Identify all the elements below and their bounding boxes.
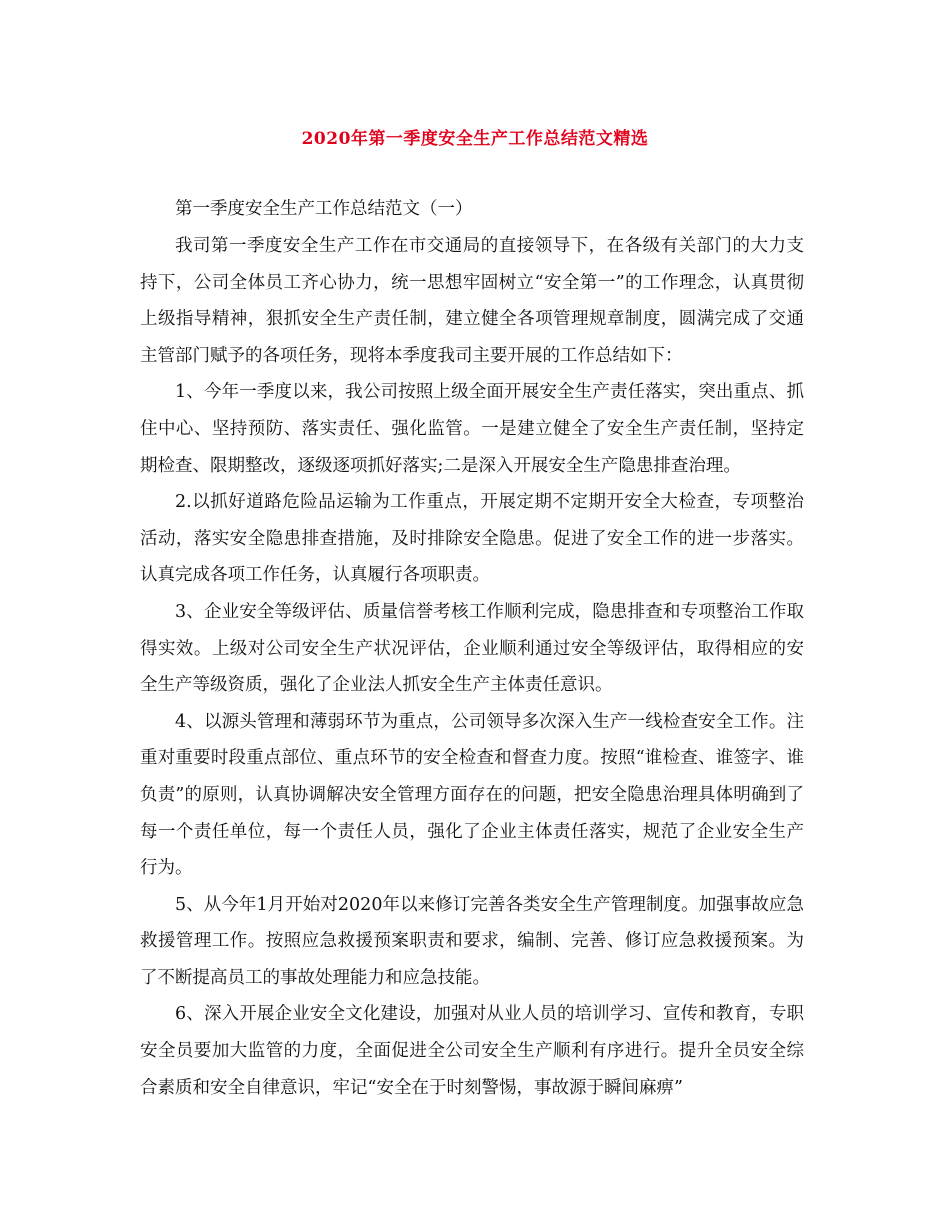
paragraph-item-4: 4、以源头管理和薄弱环节为重点，公司领导多次深入生产一线检查安全工作。注重对重要时段重点部位、重点环节的安全检查和督查力度。按照“谁检查、谁签字、谁负责”的原则，认真协调解决安全管理方面存在的问题，把安全隐患治理具体明确到了每一个责任单位，每一个责任人员，强化了企业主体责任落实，规范了企业安全生产行为。 <box>140 711 804 879</box>
section-heading: 第一季度安全生产工作总结范文（一） <box>175 199 473 219</box>
paragraph-item-3: 3、企业安全等级评估、质量信誉考核工作顺利完成，隐患排查和专项整治工作取得实效。上级对公司安全生产状况评估，企业顺利通过安全等级评估，取得相应的安全生产等级资质，强化了企业法人抓安全生产主体责任意识。 <box>140 601 804 696</box>
paragraph-item-5: 5、从今年1月开始对2020年以来修订完善各类安全生产管理制度。加强事故应急救援管理工作。按照应急救援预案职责和要求，编制、完善、修订应急救援预案。为了不断提高员工的事故处理能力和应急技能。 <box>140 894 804 988</box>
paragraph-item-2: 2.以抓好道路危险品运输为工作重点，开展定期不定期开安全大检查，专项整治活动，落实安全隐患排查措施，及时排除安全隐患。促进了安全工作的进一步落实。认真完成各项工作任务，认真履行各项职责。 <box>140 492 804 586</box>
paragraph-item-6: 6、深入开展企业安全文化建设，加强对从业人员的培训学习、宣传和教育，专职安全员要加大监管的力度，全面促进全公司安全生产顺利有序进行。提升全员安全综合素质和安全自律意识，牢记“安全在于时刻警惕，事故源于瞬间麻痹” <box>140 1004 804 1098</box>
paragraph-item-1: 1、今年一季度以来，我公司按照上级全面开展安全生产责任落实，突出重点、抓住中心、坚持预防、落实责任、强化监管。一是建立健全了安全生产责任制，坚持定期检查、限期整改，逐级逐项抓好落实;二是深入开展安全生产隐患排查治理。 <box>140 382 804 476</box>
document-body <box>140 190 804 1106</box>
paragraph-intro: 我司第一季度安全生产工作在市交通局的直接领导下，在各级有关部门的大力支持下，公司全体员工齐心协力，统一思想牢固树立“安全第一”的工作理念，认真贯彻上级指导精神，狠抓安全生产责任制，建立健全各项管理规章制度，圆满完成了交通主管部门赋予的各项任务，现将本季度我司主要开展的工作总结如下： <box>140 236 804 366</box>
document-title: 2020年第一季度安全生产工作总结范文精选 <box>301 129 649 149</box>
